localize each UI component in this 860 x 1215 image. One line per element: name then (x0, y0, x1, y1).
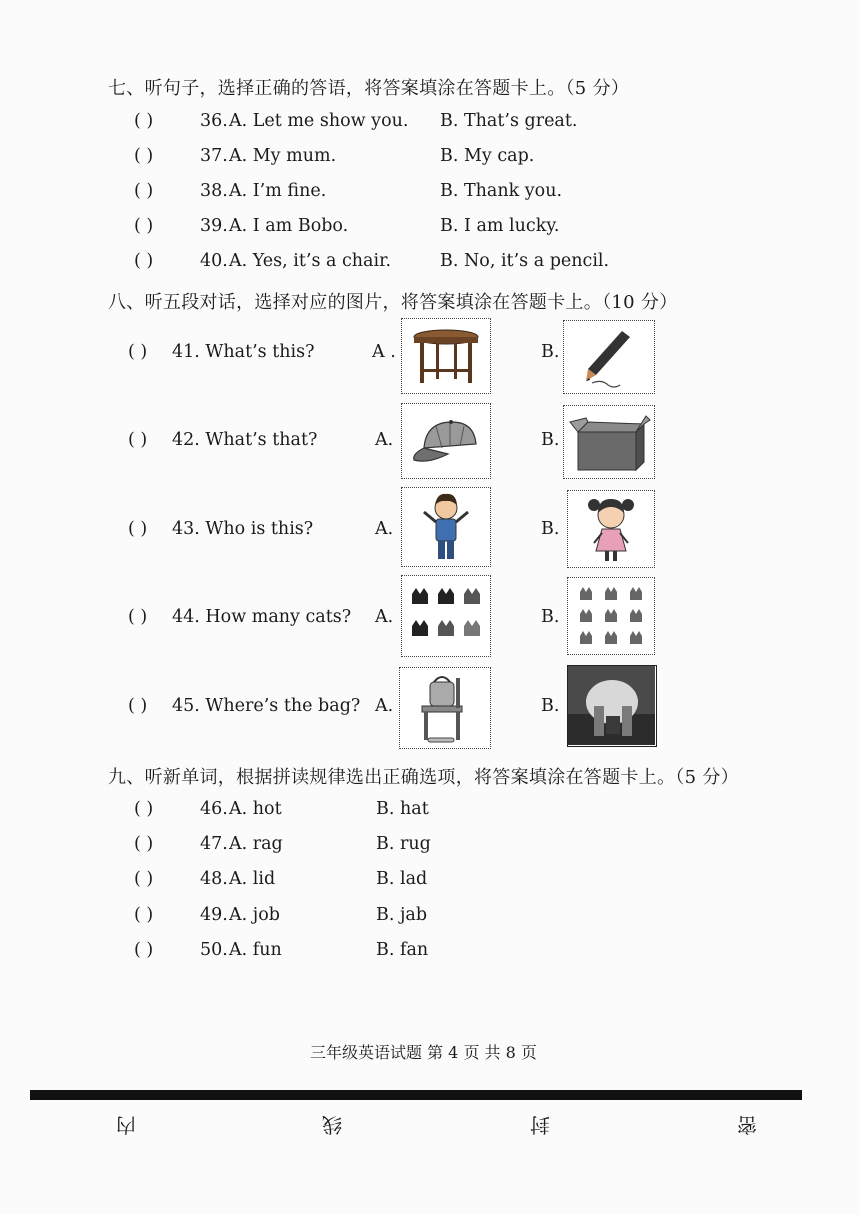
option-a: A. rag (229, 834, 283, 854)
option-b: B. rug (376, 834, 431, 854)
answer-paren: ( ) (128, 430, 148, 450)
option-b: B. No, it’s a pencil. (440, 251, 610, 271)
option-a: A. I am Bobo. (229, 216, 349, 236)
bag-on-chair-image (399, 667, 491, 749)
question-number: 39. (200, 216, 228, 236)
girl-image (567, 490, 655, 568)
answer-paren: ( ) (134, 111, 154, 131)
option-b: B. lad (376, 869, 428, 889)
six-cats-image (401, 575, 491, 657)
bag-under-table-photo (567, 665, 657, 747)
answer-paren: ( ) (128, 696, 148, 716)
table-image (401, 318, 491, 394)
answer-paren: ( ) (134, 216, 154, 236)
question-number: 47. (200, 834, 228, 854)
question-number: 40. (200, 251, 228, 271)
option-a: A. job (229, 905, 280, 925)
option-a-label: A. (375, 696, 394, 716)
option-b: B. That’s great. (440, 111, 578, 131)
answer-paren: ( ) (134, 905, 154, 925)
answer-paren: ( ) (134, 834, 154, 854)
question-number: 48. (200, 869, 228, 889)
question-number: 50. (200, 940, 228, 960)
question-number: 49. (200, 905, 228, 925)
page-footer: 三年级英语试题 第 4 页 共 8 页 (310, 1043, 537, 1062)
question-number: 38. (200, 181, 228, 201)
section-8-heading: 八、听五段对话，选择对应的图片，将答案填涂在答题卡上。（10 分） (108, 292, 678, 313)
option-a: A. fun (229, 940, 282, 960)
question-text: 45. Where’s the bag? (172, 696, 361, 716)
pencil-image (563, 320, 655, 394)
option-b-label: B. (541, 607, 560, 627)
boy-image (401, 487, 491, 567)
option-a: A. hot (229, 799, 282, 819)
binding-char-1: 内 (116, 1113, 136, 1137)
cap-image (401, 403, 491, 479)
option-b-label: B. (541, 519, 560, 539)
answer-paren: ( ) (128, 342, 148, 362)
option-b: B. fan (376, 940, 429, 960)
answer-paren: ( ) (134, 181, 154, 201)
question-number: 37. (200, 146, 228, 166)
answer-paren: ( ) (134, 940, 154, 960)
option-a: A. I’m fine. (229, 181, 327, 201)
option-b: B. I am lucky. (440, 216, 560, 236)
option-a: A. Let me show you. (229, 111, 409, 131)
option-b-label: B. (541, 342, 560, 362)
option-b: B. hat (376, 799, 429, 819)
option-b-label: B. (541, 696, 560, 716)
answer-paren: ( ) (134, 869, 154, 889)
option-b: B. My cap. (440, 146, 535, 166)
section-7-heading: 七、听句子，选择正确的答语，将答案填涂在答题卡上。（5 分） (108, 78, 630, 99)
question-text: 43. Who is this? (172, 519, 314, 539)
binding-char-2: 线 (322, 1113, 342, 1137)
option-a: A. My mum. (229, 146, 337, 166)
nine-cats-image (567, 577, 655, 655)
option-a-label: A. (375, 519, 394, 539)
binding-char-4: 密 (737, 1113, 757, 1137)
answer-paren: ( ) (134, 251, 154, 271)
question-text: 42. What’s that? (172, 430, 318, 450)
option-a-label: A. (375, 430, 394, 450)
box-image (563, 405, 655, 479)
option-a-label: A . (372, 342, 396, 362)
binding-line (30, 1090, 802, 1100)
option-a: A. Yes, it’s a chair. (229, 251, 392, 271)
answer-paren: ( ) (134, 146, 154, 166)
question-number: 46. (200, 799, 228, 819)
option-b-label: B. (541, 430, 560, 450)
answer-paren: ( ) (128, 519, 148, 539)
binding-char-3: 封 (530, 1113, 550, 1137)
option-b: B. Thank you. (440, 181, 563, 201)
answer-paren: ( ) (134, 799, 154, 819)
answer-paren: ( ) (128, 607, 148, 627)
option-b: B. jab (376, 905, 428, 925)
option-a-label: A. (375, 607, 394, 627)
section-9-heading: 九、听新单词，根据拼读规律选出正确选项，将答案填涂在答题卡上。（5 分） (108, 767, 739, 788)
option-a: A. lid (229, 869, 276, 889)
question-text: 41. What’s this? (172, 342, 315, 362)
question-number: 36. (200, 111, 228, 131)
question-text: 44. How many cats? (172, 607, 352, 627)
